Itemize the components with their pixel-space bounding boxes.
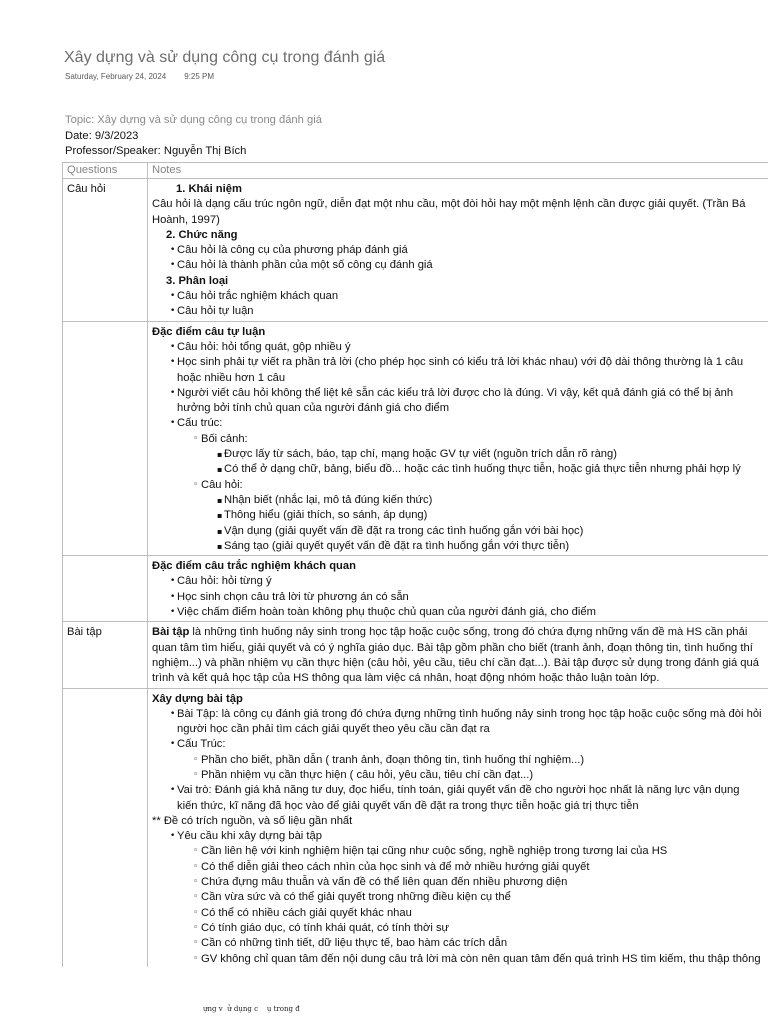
sub-sub-bullet-item: ▪ Sáng tạo (giải quyết quyết vấn đề đặt ra tình huống gắn với thực tiễn) xyxy=(152,539,762,554)
sub-sub-bullet-item: ▪ Thông hiểu (giải thích, so sánh, áp dụng) xyxy=(152,508,762,523)
created-time: 9:25 PM xyxy=(184,72,215,81)
header-notes: Notes xyxy=(148,163,768,179)
date-line: Date: 9/3/2023 xyxy=(65,129,139,142)
table-row xyxy=(63,321,768,555)
bullet-item: • Cấu trúc: xyxy=(152,416,762,431)
note-heading: 1. Khái niệm xyxy=(176,183,242,195)
bullet-item: • Học sinh chọn câu trả lời từ phương án có sẵn xyxy=(152,590,762,605)
sub-sub-bullet-item: ▪ Được lấy từ sách, báo, tạp chí, mạng hoặc GV tự viết (nguồn trích dẫn rõ ràng) xyxy=(152,447,762,462)
note-remark: ** Đề có trích nguồn, và số liệu gần nhất xyxy=(152,814,353,827)
bullet-item: • Câu hỏi: hỏi tổng quát, gộp nhiều ý xyxy=(152,340,762,355)
bullet-item: • Câu hỏi trắc nghiệm khách quan xyxy=(152,289,762,304)
bullet-item: • Câu hỏi: hỏi từng ý xyxy=(152,574,762,589)
note-heading: 3. Phân loại xyxy=(166,274,229,287)
header-questions: Questions xyxy=(63,163,148,179)
sub-bullet-item: ◦ Có tính giáo dục, có tính khái quát, có tính thời sự xyxy=(152,921,762,936)
sub-bullet-item: ◦ Có thể có nhiều cách giải quyết khác nhau xyxy=(152,906,762,921)
notes-table xyxy=(62,162,768,967)
note-paragraph: Câu hỏi là dạng cấu trúc ngôn ngữ, diễn đạt một nhu cầu, một đòi hỏi hay một mệnh lệnh cần được giải quyết. (Trần Bá Hoành, 1997) xyxy=(152,198,746,226)
sub-bullet-item: ◦ Câu hỏi: xyxy=(152,478,762,493)
note-heading: Đặc điểm câu trắc nghiệm khách quan xyxy=(152,560,356,573)
speaker-line: Professor/Speaker: Nguyễn Thị Bích xyxy=(65,145,247,157)
note-heading: 2. Chức năng xyxy=(166,228,238,241)
notes-cell xyxy=(148,179,768,322)
sub-bullet-item: ◦ Phần cho biết, phần dẫn ( tranh ảnh, đoạn thông tin, tình huống thí nghiệm...) xyxy=(152,753,762,768)
bullet-item: • Vai trò: Đánh giá khả năng tư duy, đọc hiểu, tính toán, giải quyết vấn đề cho người học nhất là năng lực vận dụng kiến thức, kĩ năng đã học vào để giải quyết vấn đề đặt ra trong thực tiễn hoặc giá trị thực tiễn xyxy=(152,783,762,814)
sub-sub-bullet-item: ▪ Có thể ở dạng chữ, bảng, biểu đồ... hoặc các tình huống thực tiễn, hoặc giả thực tiễn nhưng phải hợp lý xyxy=(152,462,762,477)
page-timestamp xyxy=(65,72,214,82)
sub-bullet-item: ◦ Có thể diễn giải theo cách nhìn của học sinh và để mở nhiều hướng giải quyết xyxy=(152,860,762,875)
notes-cell xyxy=(148,688,768,967)
question-cell xyxy=(63,556,148,622)
sub-bullet-item: ◦ Bối cảnh: xyxy=(152,432,762,447)
table-row xyxy=(63,622,768,688)
notes-cell xyxy=(148,556,768,622)
bullet-item: • Câu hỏi là thành phần của một số công cụ đánh giá xyxy=(152,258,762,273)
question-cell: Bài tập xyxy=(63,622,148,688)
bullet-item: • Bài Tập: là công cụ đánh giá trong đó chứa đựng những tình huống nảy sinh trong học tập hoặc cuộc sống mà đòi hỏi người học cần phải tìm cách giải quyết theo yêu cầu cần đạt ra xyxy=(152,707,762,738)
topic-line: Topic: Xây dựng và sử dụng công cụ trong đánh giá xyxy=(65,114,322,126)
bullet-item: • Cấu Trúc: xyxy=(152,737,762,752)
note-heading: Xây dựng bài tập xyxy=(152,692,243,705)
page-info xyxy=(65,113,322,160)
sub-bullet-item: ◦ Chứa đựng mâu thuẫn và vấn đề có thể liên quan đến nhiều phương diện xyxy=(152,875,762,890)
sub-sub-bullet-item: ▪ Vận dụng (giải quyết vấn đề đặt ra trong các tình huống gắn với bài học) xyxy=(152,524,762,539)
notes-table-container xyxy=(62,162,768,967)
question-cell xyxy=(63,688,148,967)
bullet-item: • Câu hỏi là công cụ của phương pháp đánh giá xyxy=(152,243,762,258)
note-definition: là những tình huống nảy sinh trong học tập hoặc cuộc sống, trong đó chứa đựng những vấn đề mà HS cần phải quan tâm tìm hiểu, giải quyết và có ý nghĩa giáo dục. Bài tập gồm phần cho biết (tranh ảnh, đoạn thông tin, tình huống thí nghiệm...) và phần nhiệm vụ cần thực hiện (câu hỏi, yêu cầu, tiêu chí cần đạt...). Bài tập được sử dụng trong đánh giá quá trình và kết quả học tập của HS thông qua làm việc cá nhân, hoạt động nhóm hoặc thảo luận toàn lớp. xyxy=(152,626,759,685)
note-term: Bài tập xyxy=(152,626,190,639)
notes-cell xyxy=(148,622,768,688)
created-date: Saturday, February 24, 2024 xyxy=(65,72,167,81)
sub-sub-bullet-item: ▪ Nhận biết (nhắc lại, mô tả đúng kiến thức) xyxy=(152,493,762,508)
bullet-item: • Học sinh phải tự viết ra phần trả lời (cho phép học sinh có kiểu trả lời khác nhau) với độ dài thông thường là 1 câu hoặc nhiều hơn 1 câu xyxy=(152,355,762,386)
question-cell: Câu hỏi xyxy=(63,179,148,322)
sub-bullet-item: ◦ GV không chỉ quan tâm đến nội dung câu trả lời mà còn nên quan tâm đến quá trình HS tìm kiếm, thu thập thông xyxy=(152,952,762,967)
sub-bullet-item: ◦ Cần liên hệ với kinh nghiệm hiện tại cũng như cuộc sống, nghề nghiệp trong tương lai của HS xyxy=(152,844,762,859)
page-footer: ựng v ử dụng c ụ trong đ xyxy=(203,1005,300,1013)
bullet-item: • Câu hỏi tự luận xyxy=(152,304,762,319)
table-row xyxy=(63,688,768,967)
table-header-row xyxy=(63,163,768,179)
question-cell xyxy=(63,321,148,555)
bullet-item: • Yêu cầu khi xây dựng bài tập xyxy=(152,829,762,844)
sub-bullet-item: ◦ Phần nhiệm vụ cần thực hiện ( câu hỏi, yêu cầu, tiêu chí cần đạt...) xyxy=(152,768,762,783)
note-heading: Đặc điểm câu tự luận xyxy=(152,325,266,338)
table-row xyxy=(63,179,768,322)
table-row xyxy=(63,556,768,622)
bullet-item: • Người viết câu hỏi không thể liệt kê sẵn các kiểu trả lời được cho là đúng. Vì vậy, kết quả đánh giá có thể bị ảnh hưởng bởi tính chủ quan của người đánh giá cho điểm xyxy=(152,386,762,417)
sub-bullet-item: ◦ Cần vừa sức và có thể giải quyết trong những điều kiện cụ thể xyxy=(152,890,762,905)
bullet-item: • Việc chấm điểm hoàn toàn không phụ thuộc chủ quan của người đánh giá, cho điểm xyxy=(152,605,762,620)
note-paragraph xyxy=(152,625,762,686)
sub-bullet-item: ◦ Cần có những tình tiết, dữ liệu thực tế, bao hàm các trích dẫn xyxy=(152,936,762,951)
notes-cell xyxy=(148,321,768,555)
page-title: Xây dựng và sử dụng công cụ trong đánh giá xyxy=(64,49,386,66)
